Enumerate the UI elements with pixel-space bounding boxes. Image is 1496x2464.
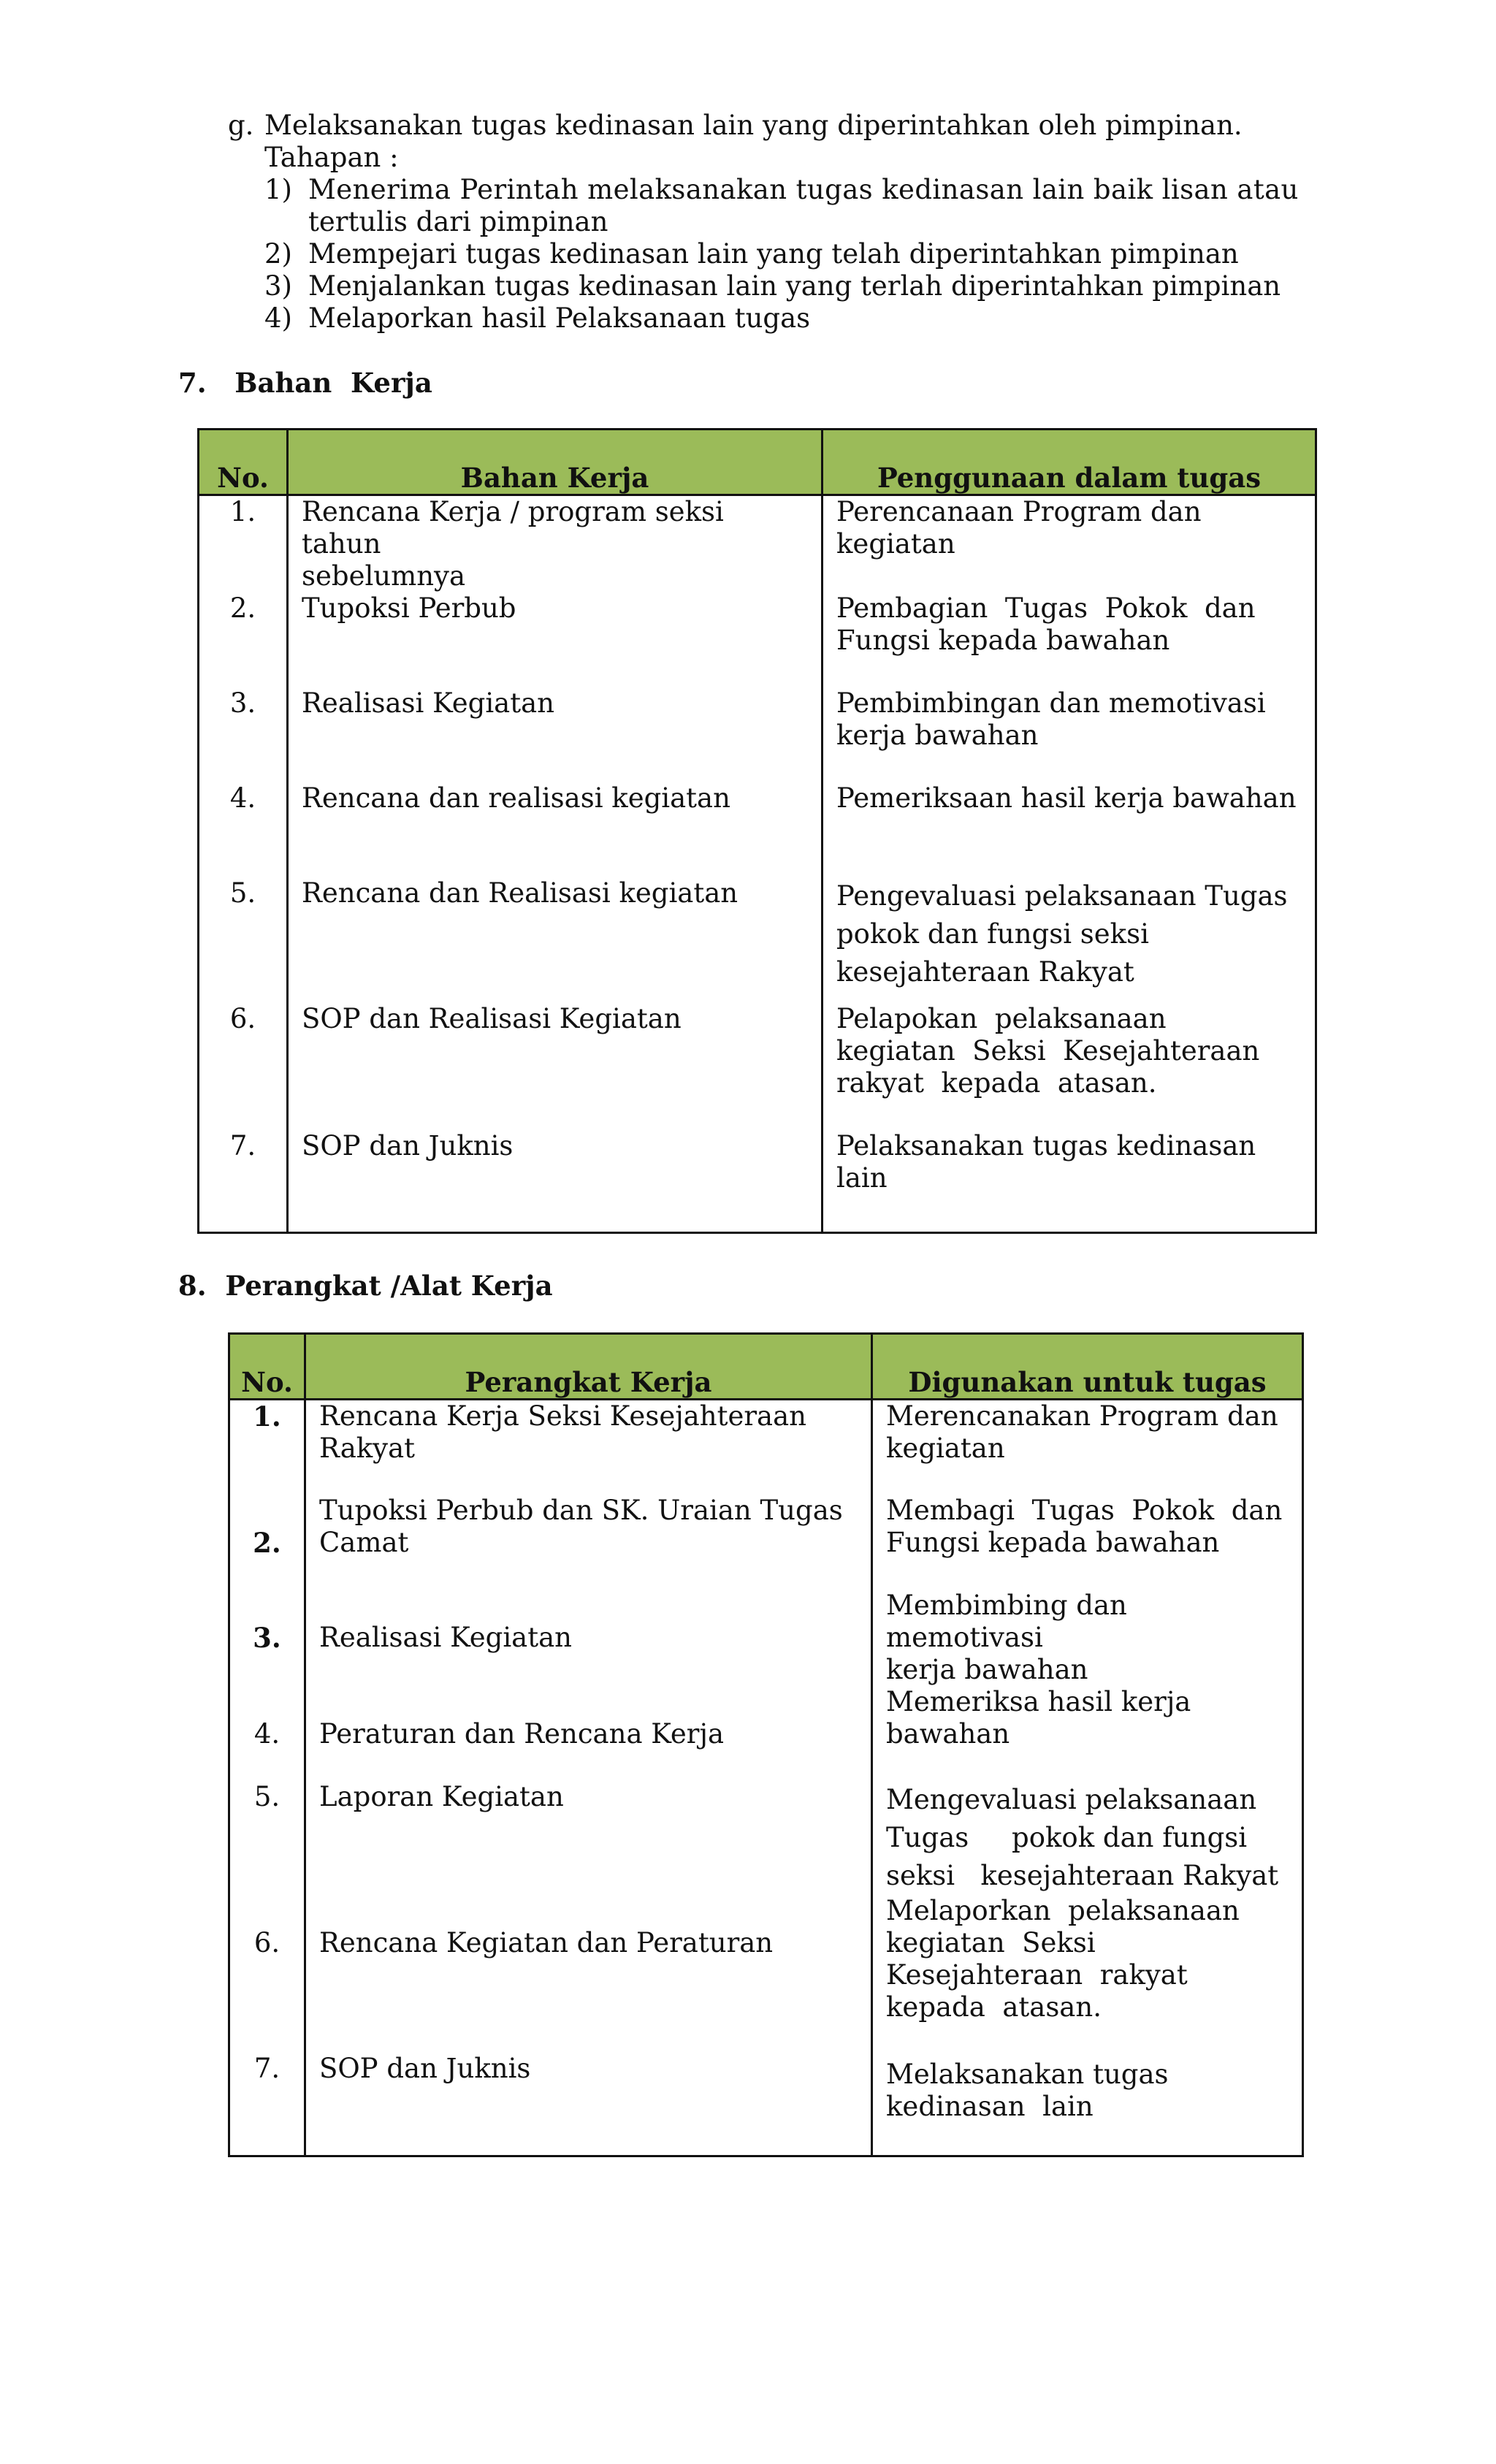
row-number: 6.: [199, 1003, 288, 1130]
row-number: 2.: [199, 592, 288, 687]
table-row: [229, 2053, 1303, 2156]
digunakan-cell: Melaporkan pelaksanaan kegiatan Seksi Kesejahteraan rakyat kepada atasan.: [872, 1895, 1303, 2053]
digunakan-cell: Membagi Tugas Pokok dan Fungsi kepada bawahan: [872, 1495, 1303, 1590]
row-number: 4.: [199, 782, 288, 877]
penggunaan-cell: Pengevaluasi pelaksanaan Tugas pokok dan fungsi seksi kesejahteraan Rakyat: [823, 877, 1316, 1003]
row-number: 2.: [229, 1495, 305, 1590]
step-text: Menerima Perintah melaksanakan tugas kedinasan lain baik lisan atau: [308, 174, 1299, 205]
col-header-no: No.: [229, 1334, 305, 1400]
section-heading-bahan-kerja: 7. Bahan Kerja: [178, 367, 432, 399]
bahan-cell: Rencana dan realisasi kegiatan: [288, 782, 823, 877]
row-number: 5.: [229, 1750, 305, 1895]
perangkat-cell: Tupoksi Perbub dan SK. Uraian Tugas Camat: [305, 1495, 872, 1590]
table-row: [229, 1495, 1303, 1590]
digunakan-cell: Merencanakan Program dan kegiatan: [872, 1400, 1303, 1495]
digunakan-cell: Memeriksa hasil kerja bawahan: [872, 1686, 1303, 1750]
section-heading-perangkat-kerja: 8. Perangkat /Alat Kerja: [178, 1270, 553, 1302]
bahan-cell: SOP dan Realisasi Kegiatan: [288, 1003, 823, 1130]
bahan-cell: Rencana Kerja / program seksi tahun sebelumnya: [288, 495, 823, 593]
col-header-penggunaan: Penggunaan dalam tugas: [823, 430, 1316, 495]
step-text: Menjalankan tugas kedinasan lain yang terlah diperintahkan pimpinan: [308, 270, 1281, 302]
row-number: 3.: [229, 1590, 305, 1686]
step-text: Melaporkan hasil Pelaksanaan tugas: [308, 302, 811, 334]
penggunaan-cell: Pemeriksaan hasil kerja bawahan: [823, 782, 1316, 877]
table-row: [199, 877, 1316, 1003]
row-number: 3.: [199, 687, 288, 782]
table-row: [229, 1895, 1303, 2053]
step-text: tertulis dari pimpinan: [308, 206, 608, 237]
penggunaan-cell: Pelapokan pelaksanaan kegiatan Seksi Kesejahteraan rakyat kepada atasan.: [823, 1003, 1316, 1130]
row-number: 7.: [199, 1130, 288, 1232]
step-number: 1): [264, 174, 292, 205]
table-row: [229, 1750, 1303, 1895]
digunakan-cell: Membimbing dan memotivasi kerja bawahan: [872, 1590, 1303, 1686]
penggunaan-cell: Perencanaan Program dan kegiatan: [823, 495, 1316, 593]
row-number: 1.: [229, 1400, 305, 1495]
perangkat-kerja-table: [228, 1332, 1304, 2157]
perangkat-cell: Laporan Kegiatan: [305, 1750, 872, 1895]
bahan-kerja-table: [197, 428, 1317, 1234]
step-number: 2): [264, 238, 292, 270]
row-number: 5.: [199, 877, 288, 1003]
perangkat-cell: Peraturan dan Rencana Kerja: [305, 1686, 872, 1750]
table-row: [229, 1590, 1303, 1686]
bahan-cell: Rencana dan Realisasi kegiatan: [288, 877, 823, 1003]
col-header-perangkat-kerja: Perangkat Kerja: [305, 1334, 872, 1400]
col-header-bahan-kerja: Bahan Kerja: [288, 430, 823, 495]
bahan-cell: Realisasi Kegiatan: [288, 687, 823, 782]
perangkat-cell: SOP dan Juknis: [305, 2053, 872, 2156]
row-number: 1.: [199, 495, 288, 593]
row-number: 7.: [229, 2053, 305, 2156]
digunakan-cell: Melaksanakan tugas kedinasan lain: [872, 2053, 1303, 2156]
col-header-no: No.: [199, 430, 288, 495]
table-row: [199, 495, 1316, 593]
perangkat-cell: Realisasi Kegiatan: [305, 1590, 872, 1686]
table-row: [199, 687, 1316, 782]
table-row: [199, 592, 1316, 687]
penggunaan-cell: Pelaksanakan tugas kedinasan lain: [823, 1130, 1316, 1232]
item-g-label: g.: [228, 110, 254, 141]
tahapan-label: Tahapan :: [264, 142, 399, 173]
penggunaan-cell: Pembagian Tugas Pokok dan Fungsi kepada bawahan: [823, 592, 1316, 687]
perangkat-cell: Rencana Kegiatan dan Peraturan: [305, 1895, 872, 2053]
penggunaan-cell: Pembimbingan dan memotivasi kerja bawahan: [823, 687, 1316, 782]
step-number: 3): [264, 270, 292, 302]
table-row: [199, 782, 1316, 877]
perangkat-cell: Rencana Kerja Seksi Kesejahteraan Rakyat: [305, 1400, 872, 1495]
step-number: 4): [264, 302, 292, 334]
step-text: Mempejari tugas kedinasan lain yang telah diperintahkan pimpinan: [308, 238, 1239, 270]
row-number: 4.: [229, 1686, 305, 1750]
digunakan-cell: Mengevaluasi pelaksanaan Tugas pokok dan fungsi seksi kesejahteraan Rakyat: [872, 1750, 1303, 1895]
table-row: [229, 1400, 1303, 1495]
table-row: [199, 1003, 1316, 1130]
table-row: [199, 1130, 1316, 1232]
table-row: [229, 1686, 1303, 1750]
item-g-text: Melaksanakan tugas kedinasan lain yang diperintahkan oleh pimpinan.: [264, 110, 1243, 141]
bahan-cell: Tupoksi Perbub: [288, 592, 823, 687]
col-header-digunakan: Digunakan untuk tugas: [872, 1334, 1303, 1400]
bahan-cell: SOP dan Juknis: [288, 1130, 823, 1232]
row-number: 6.: [229, 1895, 305, 2053]
